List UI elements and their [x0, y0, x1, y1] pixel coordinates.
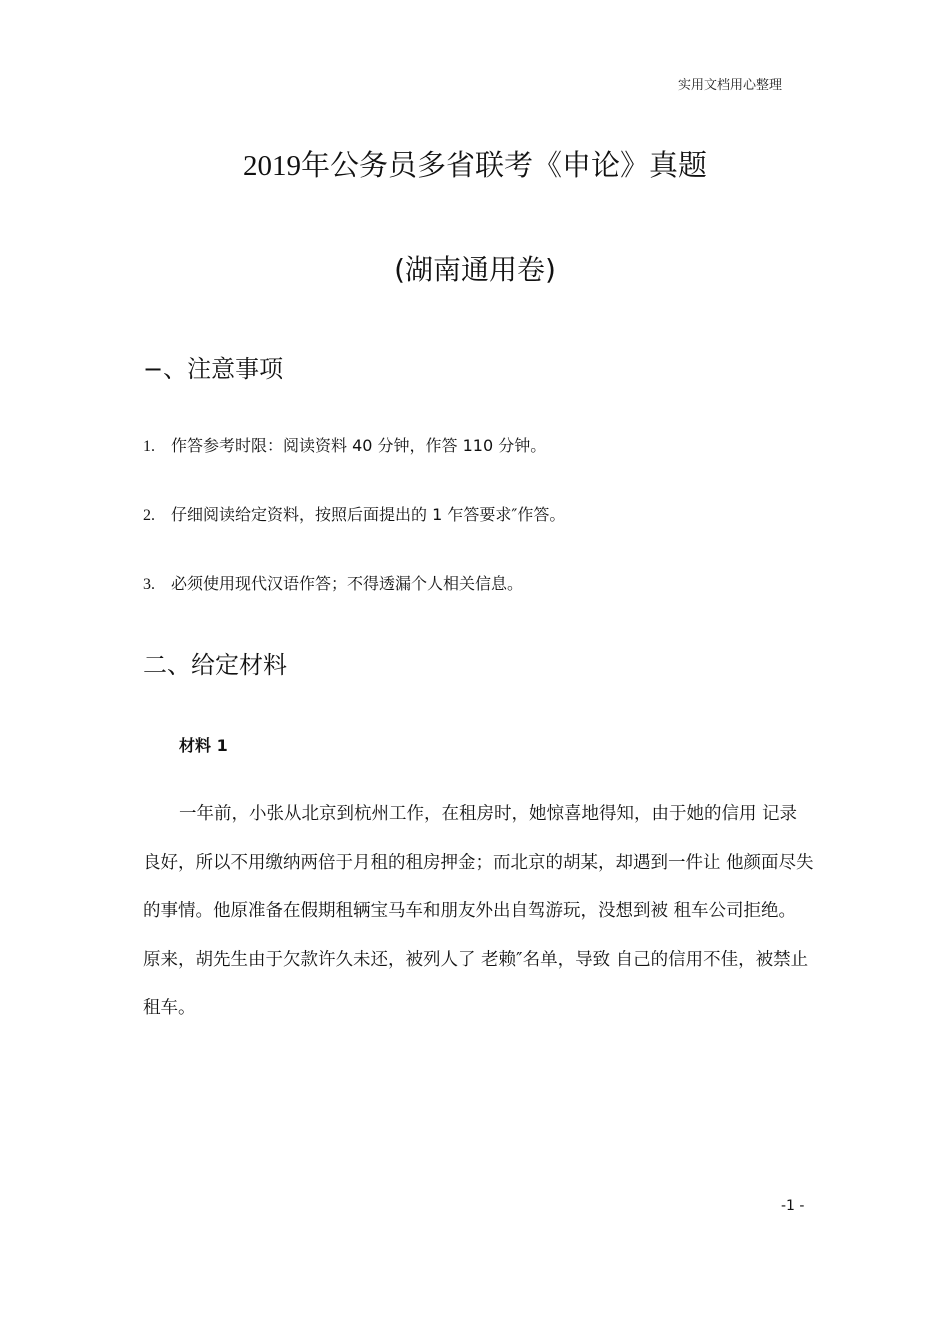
notice-number: 2. [143, 507, 155, 524]
notice-text: 作答参考时限：阅读资料 40 分钟，作答 110 分钟。 [171, 436, 547, 455]
header-note: 实用文档用心整理 [677, 78, 782, 93]
document-subtitle: (湖南通用卷) [394, 253, 556, 286]
section-heading-materials: 二、给定材料 [143, 651, 287, 679]
paragraph-line: 租车。 [143, 998, 196, 1018]
paragraph-line: 一年前，小张从北京到杭州工作，在租房时，她惊喜地得知，由于她的信用 记录 [179, 804, 798, 824]
section-heading-notes: −、注意事项 [143, 355, 284, 383]
notice-number: 3. [143, 576, 155, 593]
notice-text: 必须使用现代汉语作答；不得透漏个人相关信息。 [171, 574, 524, 593]
notice-text: 仔细阅读给定资料，按照后面提出的 1 乍答要求″作答。 [171, 505, 566, 524]
paragraph-line: 良好，所以不用缴纳两倍于月租的租房押金；而北京的胡某，却遇到一件让 他颜面尽失 [143, 852, 814, 873]
paragraph-line: 原来，胡先生由于欠款许久未还，被列人了 老赖″名单，导致 自己的信用不佳，被禁止 [143, 949, 809, 970]
paragraph-line: 的事情。他原准备在假期租辆宝马车和朋友外出自驾游玩，没想到被 租车公司拒绝。 [143, 901, 797, 921]
notice-item [143, 433, 546, 456]
notice-number: 1. [143, 438, 155, 455]
page-number: -1 - [781, 1198, 805, 1214]
material-label: 材料 1 [179, 736, 228, 755]
document-title: 2019年公务员多省联考《申论》真题 [242, 150, 707, 182]
notice-item [143, 571, 523, 594]
notice-item [143, 502, 565, 525]
material-paragraph [143, 790, 813, 1033]
